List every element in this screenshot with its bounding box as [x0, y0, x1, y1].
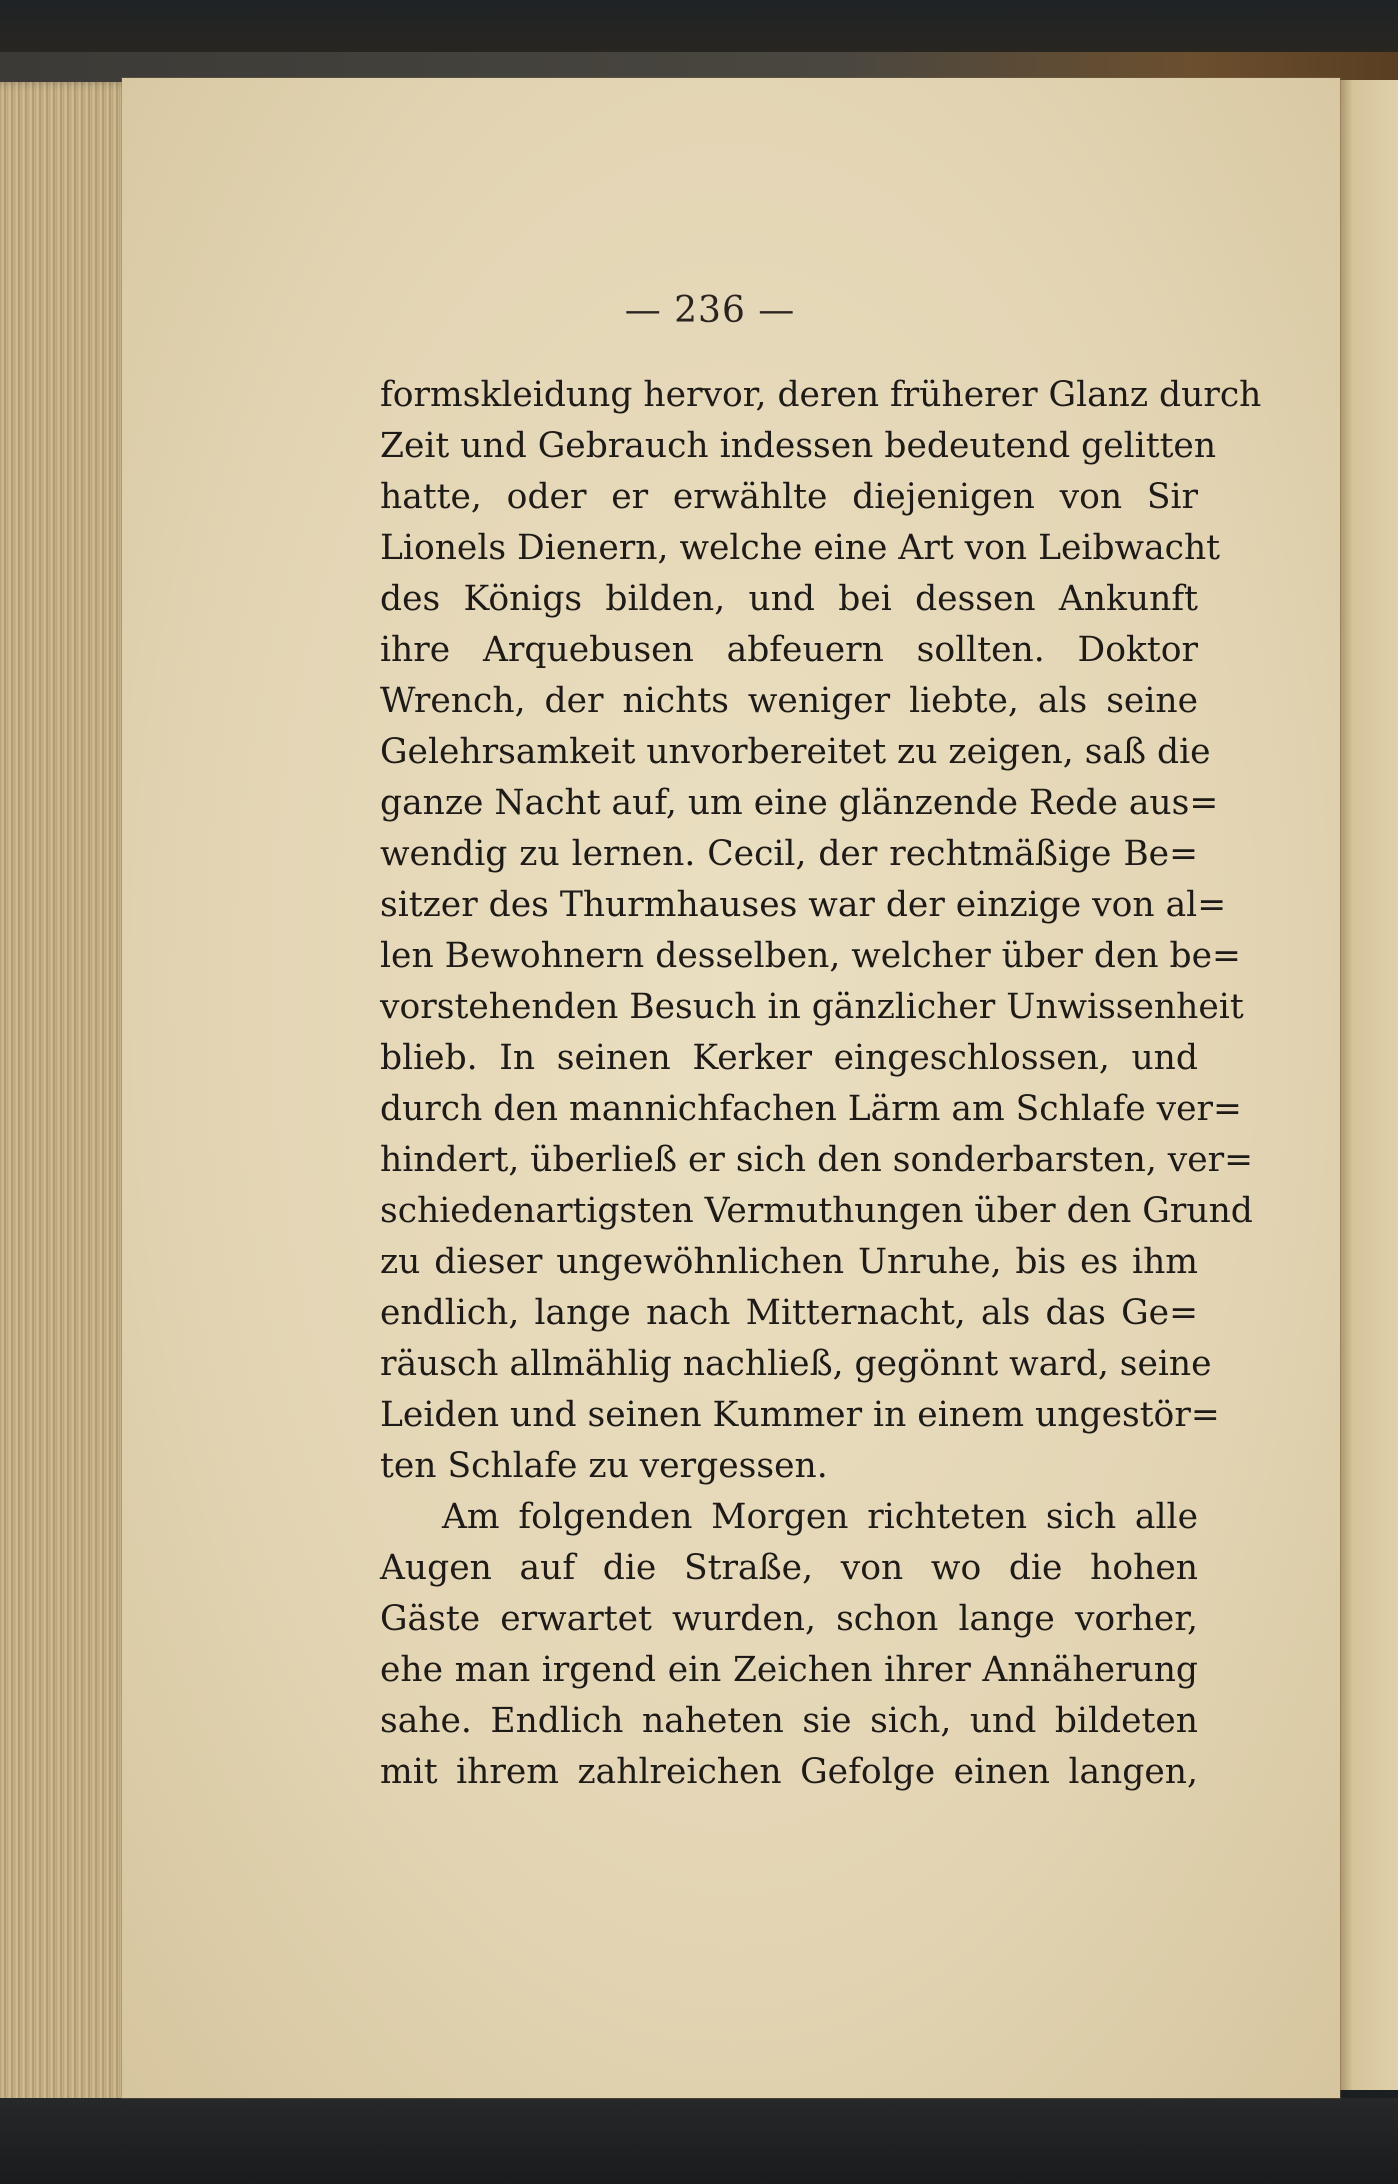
text-line: Am folgenden Morgen richteten sich alle: [442, 1497, 1198, 1537]
page-number: — 236 —: [624, 290, 796, 331]
text-line: mit ihrem zahlreichen Gefolge einen langen,: [380, 1752, 1198, 1792]
text-line: Lionels Dienern, welche eine Art von Leibwacht: [380, 528, 1221, 568]
text-line: vorstehenden Besuch in gänzlicher Unwissenheit: [380, 987, 1244, 1027]
paragraph-2: [380, 1492, 1198, 1798]
text-line: zu dieser ungewöhnlichen Unruhe, bis es ihm: [380, 1242, 1198, 1282]
facing-page-edge: [1338, 80, 1398, 2090]
text-line: hindert, überließ er sich den sonderbarsten, ver=: [380, 1140, 1254, 1180]
text-line: formskleidung hervor, deren früherer Glanz durch: [380, 375, 1262, 415]
text-line: len Bewohnern desselben, welcher über den be=: [380, 936, 1241, 976]
text-line: hatte, oder er erwählte diejenigen von Sir: [380, 477, 1198, 517]
text-line: sahe. Endlich naheten sie sich, und bildeten: [380, 1701, 1198, 1741]
text-line: schiedenartigsten Vermuthungen über den Grund: [380, 1191, 1253, 1231]
text-line: Wrench, der nichts weniger liebte, als seine: [380, 681, 1198, 721]
text-line: wendig zu lernen. Cecil, der rechtmäßige Be=: [380, 834, 1198, 874]
text-line: durch den mannichfachen Lärm am Schlafe ver=: [380, 1089, 1242, 1129]
text-line: ehe man irgend ein Zeichen ihrer Annäherung: [380, 1650, 1198, 1690]
text-line: Zeit und Gebrauch indessen bedeutend gelitten: [380, 426, 1217, 466]
text-line: ganze Nacht auf, um eine glänzende Rede aus=: [380, 783, 1219, 823]
book-cover-bottom: [0, 2098, 1398, 2184]
page-text: [380, 370, 1262, 1798]
text-line: endlich, lange nach Mitternacht, als das Ge=: [380, 1293, 1198, 1333]
text-line: sitzer des Thurmhauses war der einzige von al=: [380, 885, 1227, 925]
text-line: Gelehrsamkeit unvorbereitet zu zeigen, saß die: [380, 732, 1211, 772]
page-block-edges: [0, 82, 140, 2112]
text-line: Leiden und seinen Kummer in einem ungestör=: [380, 1395, 1220, 1435]
text-line: blieb. In seinen Kerker eingeschlossen, und: [380, 1038, 1198, 1078]
text-line: Gäste erwartet wurden, schon lange vorher,: [380, 1599, 1198, 1639]
text-line: ihre Arquebusen abfeuern sollten. Doktor: [380, 630, 1198, 670]
paragraph-1: [380, 370, 1262, 1492]
text-line: des Königs bilden, und bei dessen Ankunft: [380, 579, 1198, 619]
text-line: ten Schlafe zu vergessen.: [380, 1446, 828, 1486]
text-line: Augen auf die Straße, von wo die hohen: [380, 1548, 1198, 1588]
text-line: räusch allmählig nachließ, gegönnt ward, seine: [380, 1344, 1212, 1384]
